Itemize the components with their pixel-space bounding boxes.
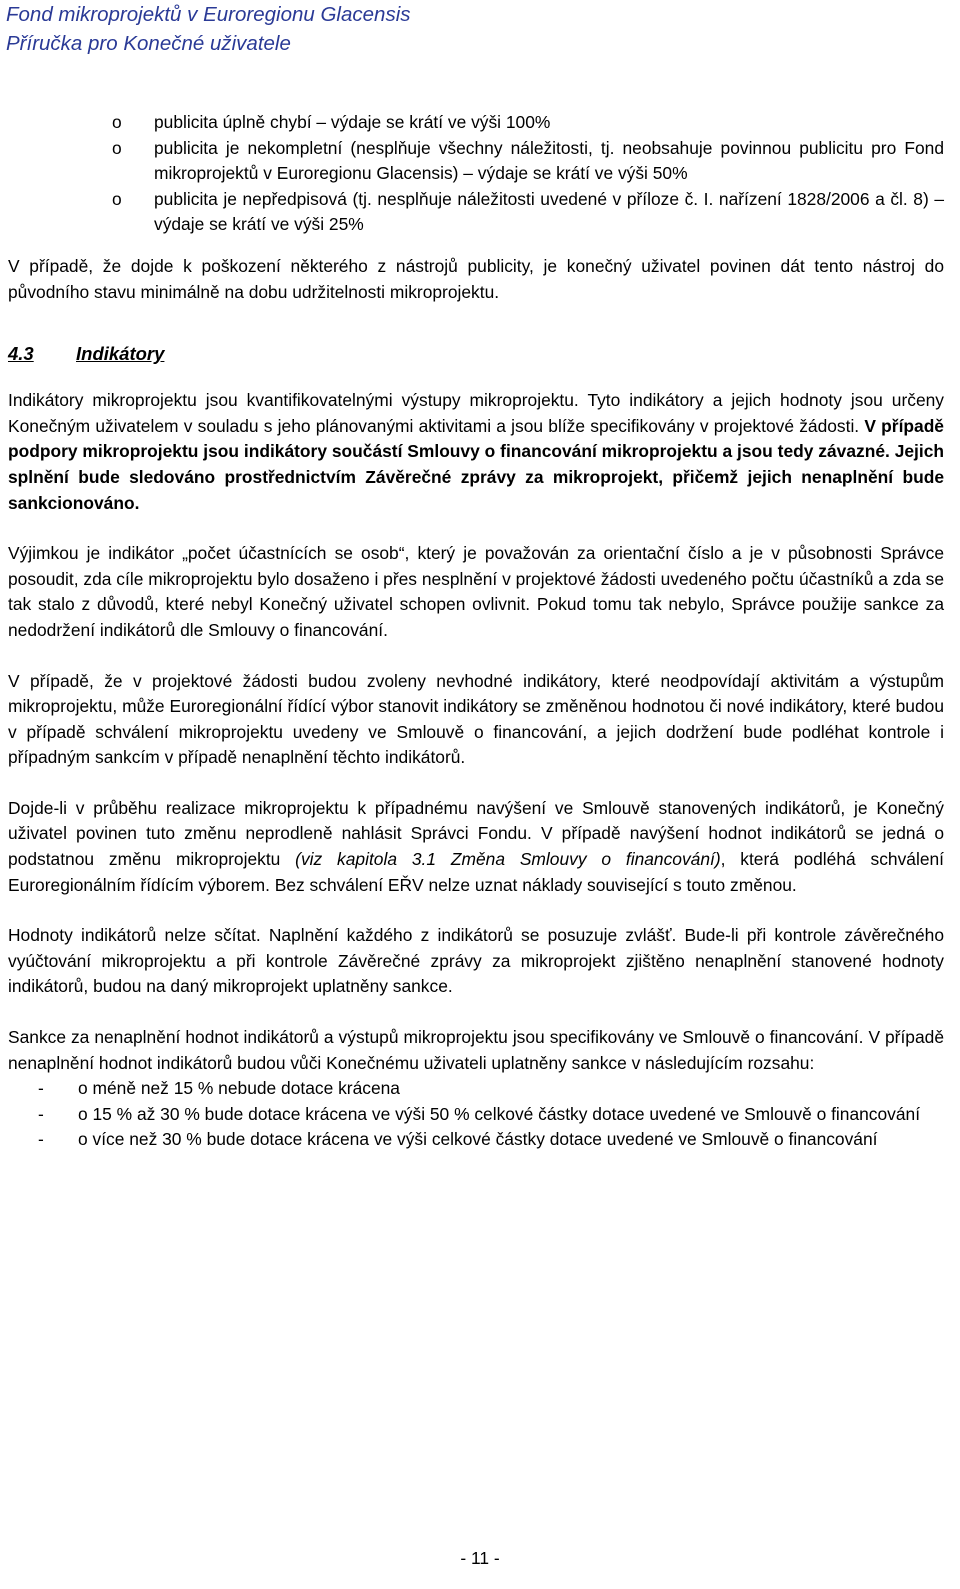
dash-marker: - <box>38 1103 44 1124</box>
sanction-text: o 15 % až 30 % bude dotace krácena ve výši 50 % celkové částky dotace uvedené ve Smlouvě o financování <box>78 1103 921 1124</box>
bullet-text: publicita je nekompletní (nesplňuje všechny náležitosti, tj. neobsahuje povinnou publicitu pro Fond mikroprojektů v Euroregionu Glacensis) – výdaje se krátí ve výši 50% <box>154 137 944 184</box>
header-subtitle: Příručka pro Konečné uživatele <box>6 32 291 55</box>
bullet-text: publicita je nepředpisová (tj. nesplňuje náležitosti uvedené v příloze č. I. nařízení 1828/2006 a čl. 8) – výdaje se krátí ve výši 25% <box>154 188 944 235</box>
sanction-list <box>8 1076 944 1153</box>
bullet-marker: o <box>112 112 122 132</box>
paragraph-exception: Výjimkou je indikátor „počet účastnících se osob“, který je považován za orientační číslo a je v působnosti Správce posoudit, zda cíle mikroprojektu bylo dosaženo i přes nesplnění v projektové žádosti uvedeného počtu účastníků a zda se tak stalo z důvodů, které nebyl Konečný uživatel schopen ovlivnit. Pokud tomu tak nebylo, Správce použije sankce za nedodržení indikátorů dle Smlouvy o financování. <box>8 543 944 640</box>
page-header <box>6 0 906 58</box>
document-body <box>8 110 944 1153</box>
list-item <box>8 1127 944 1153</box>
header-title: Fond mikroprojektů v Euroregionu Glacensis <box>6 3 411 26</box>
sanction-text: o více než 30 % bude dotace krácena ve výši celkové částky dotace uvedené ve Smlouvě o financování <box>78 1129 878 1150</box>
paragraph-increase <box>8 796 944 898</box>
paragraph-indicators-text: Indikátory mikroprojektu jsou kvantifikovatelnými výstupy mikroprojektu. Tyto indikátory a jejich hodnoty jsou určeny Konečným uživatelem v souladu s jeho plánovanými aktivitami a jsou blíže specifikovány v projektové žádosti. <box>8 390 944 436</box>
paragraph-damage: V případě, že dojde k poškození některého z nástrojů publicity, je konečný uživatel povinen dát tento nástroj do původního stavu minimálně na dobu udržitelnosti mikroprojektu. <box>8 255 944 302</box>
paragraph-sanctions: Sankce za nenaplnění hodnot indikátorů a výstupů mikroprojektu jsou specifikovány ve Smlouvě o financování. V případě nenaplnění hodnot indikátorů budou vůči Konečnému uživateli uplatněny sankce v následujícím rozsahu: <box>8 1027 944 1073</box>
list-item <box>8 110 944 136</box>
dash-marker: - <box>38 1129 44 1150</box>
paragraph-increase-text-2: , která podléhá schválení Euroregionálním řídícím výborem. Bez schválení EŘV nelze uznat náklady související s touto změnou. <box>8 849 944 895</box>
list-item <box>8 1076 944 1102</box>
list-item <box>8 136 944 187</box>
paragraph-increase-text-1: Dojde-li v průběhu realizace mikroprojektu k případnému navýšení ve Smlouvě stanovených indikátorů, je Konečný uživatel povinen tuto změnu neprodleně nahlásit Správci Fondu. V případě navýšení hodnot indikátorů se jedná o podstatnou změnu mikroprojektu <box>8 797 944 870</box>
list-item <box>8 1102 944 1128</box>
publicity-bullet-list <box>8 110 944 238</box>
section-title: Indikátory <box>76 343 165 365</box>
paragraph-indicators-bold: V případě podpory mikroprojektu jsou indikátory součástí Smlouvy o financování mikroprojektu a jsou tedy závazné. Jejich splnění bude sledováno prostřednictvím Závěrečné zprávy za mikroprojekt, přičemž jejich nenaplnění bude sankcionováno. <box>8 415 944 513</box>
paragraph-unsuitable: V případě, že v projektové žádosti budou zvoleny nevhodné indikátory, které neodpovídají aktivitám a výstupům mikroprojektu, může Euroregionální řídící výbor stanovit indikátory se změněnou hodnotou či nové indikátory, které budou v případě schválení mikroprojektu uvedeny ve Smlouvě o financování, a jejich dodržení bude podléhat kontrole i případným sankcím v případě nenaplnění těchto indikátorů. <box>8 670 944 768</box>
bullet-text: publicita úplně chybí – výdaje se krátí ve výši 100% <box>154 112 551 132</box>
section-number: 4.3 <box>8 343 34 365</box>
paragraph-sum: Hodnoty indikátorů nelze sčítat. Naplnění každého z indikátorů se posuzuje zvlášť. Bude-li při kontrole závěrečného vyúčtování mikroprojektu a při kontrole Závěrečné zprávy za mikroprojekt zjištěno nenaplnění stanovené hodnoty indikátorů, budou na daný mikroprojekt uplatněny sankce. <box>8 925 944 997</box>
page-number: - 11 - <box>460 1548 500 1568</box>
paragraph-indicators <box>8 388 944 516</box>
bullet-marker: o <box>112 188 122 209</box>
sanction-text: o méně než 15 % nebude dotace krácena <box>78 1078 400 1099</box>
paragraph-increase-italic: (viz kapitola 3.1 Změna Smlouvy o financování) <box>295 849 721 870</box>
list-item <box>8 187 944 238</box>
bullet-marker: o <box>112 137 122 158</box>
section-heading <box>8 341 944 367</box>
dash-marker: - <box>38 1078 44 1099</box>
